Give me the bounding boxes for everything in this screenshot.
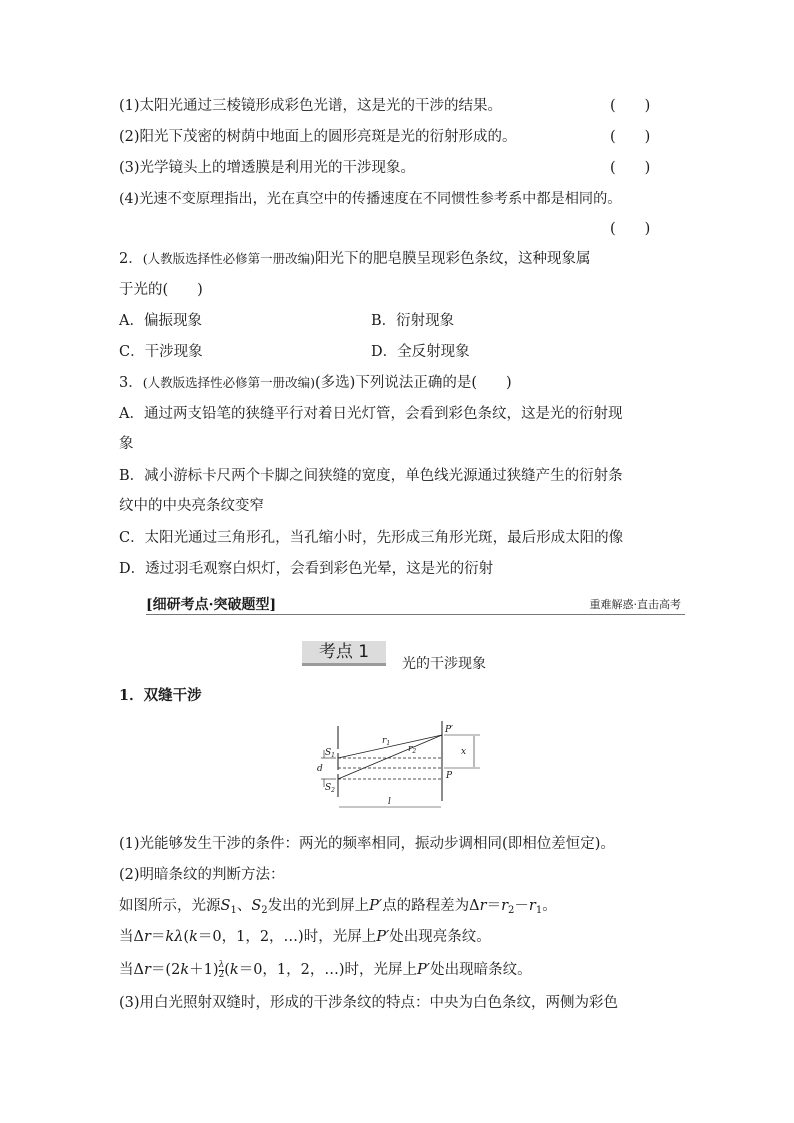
judge-item-1: (1)太阳光通过三棱镜形成彩色光谱，这是光的干涉的结果。 bbox=[119, 98, 503, 114]
white-light-fringes: (3)用白光照射双缝时，形成的干涉条纹的特点：中央为白色条纹，两侧为彩色 bbox=[119, 995, 619, 1011]
question-source: (人教版选择性必修第一册改编) bbox=[142, 251, 315, 266]
fraction-lambda-over-2: $\frac{\lambda}{2}$ bbox=[218, 959, 225, 980]
label-p: P bbox=[446, 771, 453, 781]
answer-blank-4[interactable]: ( ) bbox=[610, 221, 651, 237]
label-r1: $r_1$ bbox=[382, 736, 391, 747]
q2-option-c[interactable]: C．干涉现象 bbox=[119, 344, 203, 360]
subsection-heading: 1．双缝干涉 bbox=[119, 687, 202, 704]
double-slit-diagram bbox=[312, 717, 492, 817]
dark-fringe-condition: 当Δr＝(2k＋1) $\frac{\lambda}{2}$ (k＝0，1，2，…)时，光屏上P′处出现暗条纹。 bbox=[119, 959, 532, 980]
answer-blank-1[interactable]: ( ) bbox=[610, 98, 651, 114]
q3-option-b-cont: 纹中的中央亮条纹变窄 bbox=[119, 498, 264, 514]
question-2-stem bbox=[119, 249, 591, 269]
judge-item-2: (2)阳光下茂密的树荫中地面上的圆形亮斑是光的衍射形成的。 bbox=[119, 129, 517, 145]
label-s1: $S_1$ bbox=[325, 748, 335, 759]
section-subtitle: 重难解惑·直击高考 bbox=[589, 598, 681, 611]
q3-option-a[interactable]: A．通过两支铅笔的狭缝平行对着日光灯管，会看到彩色条纹，这是光的衍射现 bbox=[119, 406, 623, 422]
label-d: d bbox=[317, 764, 323, 774]
answer-blank-2[interactable]: ( ) bbox=[610, 129, 651, 145]
question-text: (多选)下列说法正确的是( ) bbox=[315, 375, 512, 391]
interference-condition: (1)光能够发生干涉的条件：两光的频率相同，振动步调相同(即相位差恒定)。 bbox=[119, 836, 615, 852]
fringe-judgement-heading: (2)明暗条纹的判断方法： bbox=[119, 867, 285, 883]
q2-option-d[interactable]: D．全反射现象 bbox=[371, 344, 470, 360]
q2-option-b[interactable]: B．衍射现象 bbox=[371, 313, 455, 329]
q3-option-c[interactable]: C．太阳光通过三角形孔，当孔缩小时，先形成三角形光斑，最后形成太阳的像 bbox=[119, 530, 624, 546]
question-2-stem-cont: 于光的( ) bbox=[119, 282, 203, 298]
q2-option-a[interactable]: A．偏振现象 bbox=[119, 313, 202, 329]
label-r2: $r_2$ bbox=[408, 744, 417, 755]
judge-item-3: (3)光学镜头上的增透膜是利用光的干涉现象。 bbox=[119, 160, 416, 176]
question-number: 3． bbox=[119, 375, 143, 391]
kaodian-badge: 考点 1 bbox=[302, 641, 386, 666]
kaodian-title: 光的干涉现象 bbox=[402, 656, 486, 672]
question-3-stem bbox=[119, 373, 512, 393]
section-header bbox=[146, 594, 685, 615]
bright-fringe-condition: 当Δr＝kλ(k＝0，1，2，…)时，光屏上P′处出现亮条纹。 bbox=[119, 929, 491, 945]
label-x: x bbox=[461, 747, 467, 757]
judge-item-4: (4)光速不变原理指出，光在真空中的传播速度在不同惯性参考系中都是相同的。 bbox=[119, 191, 622, 207]
question-number: 2． bbox=[119, 251, 143, 267]
path-difference-text: 如图所示，光源$S_1$、$S_2$发出的光到屏上P′点的路程差为$\Delta r=r_2-r_1$。 bbox=[119, 898, 557, 916]
question-source: (人教版选择性必修第一册改编) bbox=[142, 375, 315, 390]
q3-option-b[interactable]: B．减小游标卡尺两个卡脚之间狭缝的宽度，单色线光源通过狭缝产生的衍射条 bbox=[119, 468, 623, 484]
q3-option-d[interactable]: D．透过羽毛观察白炽灯，会看到彩色光晕，这是光的衍射 bbox=[119, 561, 494, 577]
label-l: l bbox=[388, 797, 391, 807]
section-title: [细研考点·突破题型] bbox=[146, 594, 280, 614]
label-s2: $S_2$ bbox=[325, 783, 335, 794]
answer-blank-3[interactable]: ( ) bbox=[610, 160, 651, 176]
label-p-prime: P′ bbox=[445, 725, 454, 735]
question-text: 阳光下的肥皂膜呈现彩色条纹，这种现象属 bbox=[315, 251, 591, 267]
q3-option-a-cont: 象 bbox=[119, 436, 134, 452]
